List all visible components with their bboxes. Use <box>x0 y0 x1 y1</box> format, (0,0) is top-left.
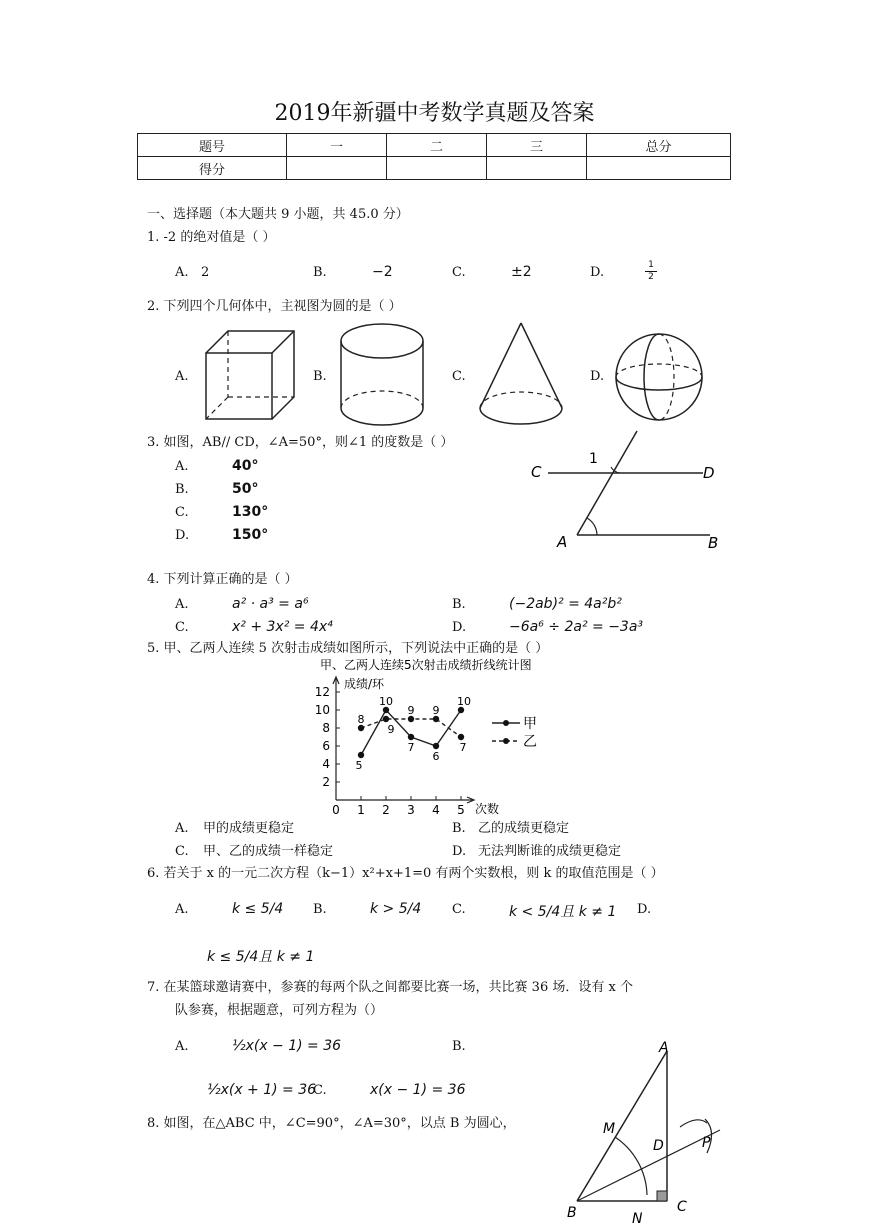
q4-option-a-label: A. <box>175 597 189 612</box>
q1-option-d-fraction: 1 2 <box>645 260 657 283</box>
q2-option-b-label: B. <box>313 369 327 384</box>
data-point <box>458 734 464 740</box>
data-label: 7 <box>459 741 467 754</box>
data-point <box>358 752 364 758</box>
q3-option-d-label: D. <box>175 528 190 543</box>
data-point <box>383 716 389 722</box>
data-label: 8 <box>357 713 365 726</box>
legend-marker <box>503 738 509 744</box>
x-axis-label: 次数 <box>475 802 500 816</box>
table-row <box>138 134 731 157</box>
cylinder-figure <box>336 320 428 430</box>
table-cell: 题号 <box>138 134 287 157</box>
question-8-stem: 8. 如图，在△ABC 中，∠C=90°，∠A=30°，以点 B 为圆心， <box>147 1116 516 1131</box>
parallel-lines-figure <box>525 425 730 555</box>
label-angle-1: 1 <box>589 451 598 467</box>
question-5-stem: 5. 甲、乙两人连续 5 次射击成绩如图所示，下列说法中正确的是（ ） <box>147 641 549 656</box>
q5-option-b-label: B. <box>452 821 466 836</box>
legend-label: 甲 <box>523 716 537 732</box>
x-tick-label: 0 <box>332 803 340 817</box>
y-tick-label: 6 <box>322 739 330 753</box>
q5-option-c-label: C. <box>175 844 189 859</box>
q5-option-b-value: 乙的成绩更稳定 <box>478 821 570 836</box>
q7-option-a-value: ½x(x − 1) = 36 <box>232 1038 342 1054</box>
q3-option-b-label: B. <box>175 482 189 497</box>
legend-marker <box>503 720 509 726</box>
q3-option-b-value: 50° <box>232 481 259 497</box>
q6-option-d-value: k ≤ 5/4且 k ≠ 1 <box>207 949 315 965</box>
data-label: 9 <box>432 704 440 717</box>
data-label: 10 <box>379 695 393 708</box>
data-label: 9 <box>387 723 395 736</box>
label-c: C <box>677 1199 687 1215</box>
data-label: 7 <box>407 741 415 754</box>
x-tick-label: 5 <box>457 803 465 817</box>
q1-option-c-value: ±2 <box>511 264 532 280</box>
label-b: B <box>708 534 719 552</box>
angle-a-arc <box>587 518 597 535</box>
y-tick-label: 8 <box>322 721 330 735</box>
arc-mn <box>615 1137 647 1195</box>
label-b: B <box>567 1205 577 1221</box>
table-cell: 一 <box>287 134 387 157</box>
q4-option-c-value: x² + 3x² = 4x⁴ <box>232 619 333 635</box>
q4-option-b-value: (−2ab)² = 4a²b² <box>509 596 622 612</box>
table-cell <box>287 157 387 180</box>
q3-option-a-value: 40° <box>232 458 259 474</box>
q7-option-c-value: x(x − 1) = 36 <box>370 1082 466 1098</box>
q6-option-d-label: D. <box>637 902 652 917</box>
table-cell: 三 <box>487 134 587 157</box>
q1-option-a-label: A. <box>175 265 189 280</box>
q7-option-b-value: ½x(x + 1) = 36 <box>207 1082 317 1098</box>
question-6-stem: 6. 若关于 x 的一元二次方程（k−1）x²+x+1=0 有两个实数根，则 k 的取值范围是（ ） <box>147 866 664 881</box>
q7-option-c-label: C. <box>313 1083 327 1098</box>
label-a: A <box>659 1040 669 1056</box>
q7-option-b-label: B. <box>452 1039 466 1054</box>
x-tick-label: 1 <box>357 803 365 817</box>
chart-title: 甲、乙两人连续5次射击成绩折线统计图 <box>320 658 532 672</box>
data-point <box>433 743 439 749</box>
q2-option-a-label: A. <box>175 369 189 384</box>
table-cell <box>487 157 587 180</box>
cube-figure <box>200 325 300 425</box>
table-cell: 二 <box>387 134 487 157</box>
q3-option-d-value: 150° <box>232 527 269 543</box>
q3-option-c-label: C. <box>175 505 189 520</box>
right-angle-mark <box>657 1191 667 1201</box>
q1-option-c-label: C. <box>452 265 466 280</box>
sphere-figure <box>612 330 706 424</box>
x-tick-label: 4 <box>432 803 440 817</box>
score-table <box>137 133 731 180</box>
q4-option-b-label: B. <box>452 597 466 612</box>
q5-option-c-value: 甲、乙的成绩一样稳定 <box>203 844 334 859</box>
transversal-line <box>577 431 637 535</box>
shooting-score-chart <box>300 655 570 820</box>
label-c: C <box>531 463 542 481</box>
data-label: 5 <box>355 759 363 772</box>
x-tick-label: 2 <box>382 803 390 817</box>
label-m: M <box>603 1121 616 1137</box>
q6-option-c-label: C. <box>452 902 466 917</box>
q1-option-b-label: B. <box>313 265 327 280</box>
data-label: 10 <box>457 695 471 708</box>
x-tick-label: 3 <box>407 803 415 817</box>
question-3-stem: 3. 如图，AB// CD，∠A=50°，则∠1 的度数是（ ） <box>147 435 454 450</box>
label-p: P <box>702 1135 711 1151</box>
q7-option-a-label: A. <box>175 1039 189 1054</box>
question-7-stem: 7. 在某篮球邀请赛中，参赛的每两个队之间都要比赛一场，共比赛 36 场．设有 x 个 <box>147 980 633 995</box>
q6-option-a-value: k ≤ 5/4 <box>232 901 284 917</box>
table-cell: 总分 <box>587 134 731 157</box>
y-tick-label: 12 <box>314 685 330 699</box>
q3-option-a-label: A. <box>175 459 189 474</box>
q5-option-d-value: 无法判断谁的成绩更稳定 <box>478 844 622 859</box>
label-d: D <box>653 1138 664 1154</box>
q1-option-b-value: −2 <box>372 264 393 280</box>
q3-option-c-value: 130° <box>232 504 269 520</box>
section-heading: 一、选择题（本大题共 9 小题，共 45.0 分） <box>147 207 409 222</box>
q1-option-d-label: D. <box>590 265 605 280</box>
cone-figure <box>474 320 568 430</box>
q6-option-a-label: A. <box>175 902 189 917</box>
q2-option-c-label: C. <box>452 369 466 384</box>
table-row <box>138 157 731 180</box>
q4-option-d-label: D. <box>452 620 467 635</box>
q6-option-c-value: k < 5/4且 k ≠ 1 <box>509 904 617 920</box>
label-d: D <box>703 464 715 482</box>
data-label: 6 <box>432 750 440 763</box>
q6-option-b-label: B. <box>313 902 327 917</box>
question-1-stem: 1. -2 的绝对值是（ ） <box>147 230 276 245</box>
table-cell <box>587 157 731 180</box>
question-2-stem: 2. 下列四个几何体中，主视图为圆的是（ ） <box>147 299 402 314</box>
q6-option-b-value: k > 5/4 <box>370 901 422 917</box>
triangle-construction-figure <box>555 1035 730 1225</box>
q4-option-a-value: a² · a³ = a⁶ <box>232 596 309 612</box>
data-label: 9 <box>407 704 415 717</box>
q2-option-d-label: D. <box>590 369 605 384</box>
y-tick-label: 2 <box>322 775 330 789</box>
q4-option-c-label: C. <box>175 620 189 635</box>
q5-option-a-label: A. <box>175 821 189 836</box>
page-title: 2019年新疆中考数学真题及答案 <box>274 101 595 126</box>
table-cell <box>387 157 487 180</box>
label-n: N <box>632 1211 643 1227</box>
data-point <box>408 734 414 740</box>
arc-p1 <box>680 1120 707 1127</box>
q1-option-a-value: 2 <box>201 265 210 280</box>
question-4-stem: 4. 下列计算正确的是（ ） <box>147 572 298 587</box>
y-axis-label: 成绩/环 <box>344 677 385 691</box>
table-cell: 得分 <box>138 157 287 180</box>
y-tick-label: 4 <box>322 757 330 771</box>
q4-option-d-value: −6a⁶ ÷ 2a² = −3a³ <box>509 619 644 635</box>
legend-label: 乙 <box>523 734 537 750</box>
q5-option-a-value: 甲的成绩更稳定 <box>203 821 295 836</box>
q5-option-d-label: D. <box>452 844 467 859</box>
y-tick-label: 10 <box>314 703 330 717</box>
label-a: A <box>557 533 568 551</box>
question-7-stem-cont: 队参赛，根据题意，可列方程为（） <box>175 1003 384 1018</box>
